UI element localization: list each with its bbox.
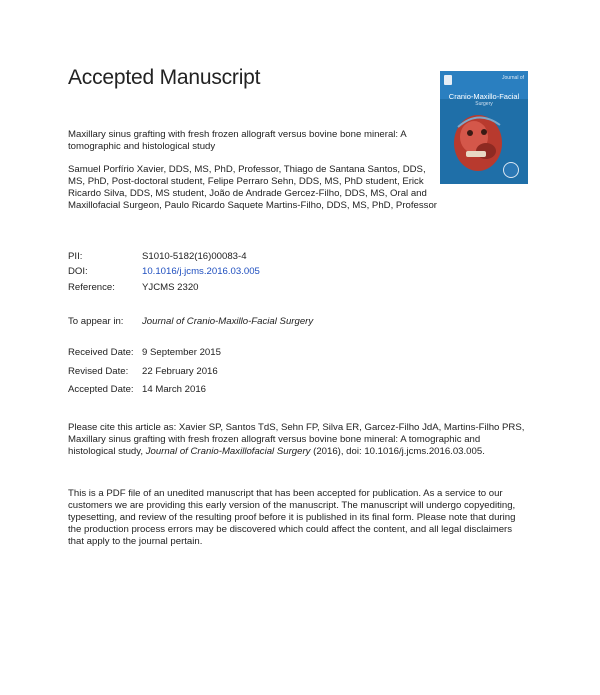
doi-label: DOI: <box>68 266 88 277</box>
journal-cover-image <box>440 71 528 184</box>
cover-journal-top: Journal of <box>502 75 524 81</box>
accepted-value: 14 March 2016 <box>142 384 206 395</box>
cover-journal-title: Cranio-Maxillo-Facial <box>448 92 520 101</box>
received-value: 9 September 2015 <box>142 347 221 358</box>
reference-value: YJCMS 2320 <box>142 282 199 293</box>
cover-seal-icon <box>503 162 519 178</box>
pii-value: S1010-5182(16)00083-4 <box>142 251 247 262</box>
author-list: Samuel Porfírio Xavier, DDS, MS, PhD, Professor, Thiago de Santana Santos, DDS, MS, PhD, Post-doctoral student, Felipe Perraro Sehn, DDS, MS, PhD student, Erick Ricardo Silva, DDS, MS student, João de Andrade Gercez-Filho, DDS, MS, Oral and Maxillofacial Surgeon, Paulo Ricardo Saquete Martins-Filho, DDS, MS, PhD, Professor <box>68 164 437 211</box>
received-label: Received Date: <box>68 347 134 358</box>
citation-journal: Journal of Cranio-Maxillofacial Surgery <box>145 446 311 457</box>
doi-link[interactable]: 10.1016/j.jcms.2016.03.005 <box>142 266 260 277</box>
appear-value: Journal of Cranio-Maxillo-Facial Surgery <box>142 316 314 327</box>
pii-label: PII: <box>68 251 83 262</box>
article-title: Maxillary sinus grafting with fresh frozen allograft versus bovine bone mineral: A tomographic and histological study <box>68 129 407 152</box>
reference-label: Reference: <box>68 282 115 293</box>
page-heading: Accepted Manuscript <box>68 66 261 89</box>
unedited-notice: This is a PDF file of an unedited manuscript that has been accepted for publication. As a service to our customers we are providing this early version of the manuscript. The manuscript will undergo copyediting, typesetting, and review of the resulting proof before it is published in its final form. Please note that during the production process errors may be discovered which could affect the content, and all legal disclaimers that apply to the journal pertain. <box>68 488 516 547</box>
cover-face-illustration-icon <box>448 107 512 173</box>
citation-lead: Please cite this article as: Xavier SP, Santos TdS, Sehn FP, Silva ER, Garcez-Filho JdA, Martins-Filho PRS, Maxillary sinus grafting with fresh frozen allograft versus bovine bone mineral: A tomographic and histological study, <box>68 422 525 457</box>
appear-label: To appear in: <box>68 316 124 327</box>
accepted-label: Accepted Date: <box>68 384 134 395</box>
revised-value: 22 February 2016 <box>142 366 218 377</box>
citation-paragraph <box>68 422 530 458</box>
revised-label: Revised Date: <box>68 366 129 377</box>
citation-tail: (2016), doi: 10.1016/j.jcms.2016.03.005. <box>310 446 485 457</box>
cover-journal-sub: Surgery <box>475 101 493 107</box>
